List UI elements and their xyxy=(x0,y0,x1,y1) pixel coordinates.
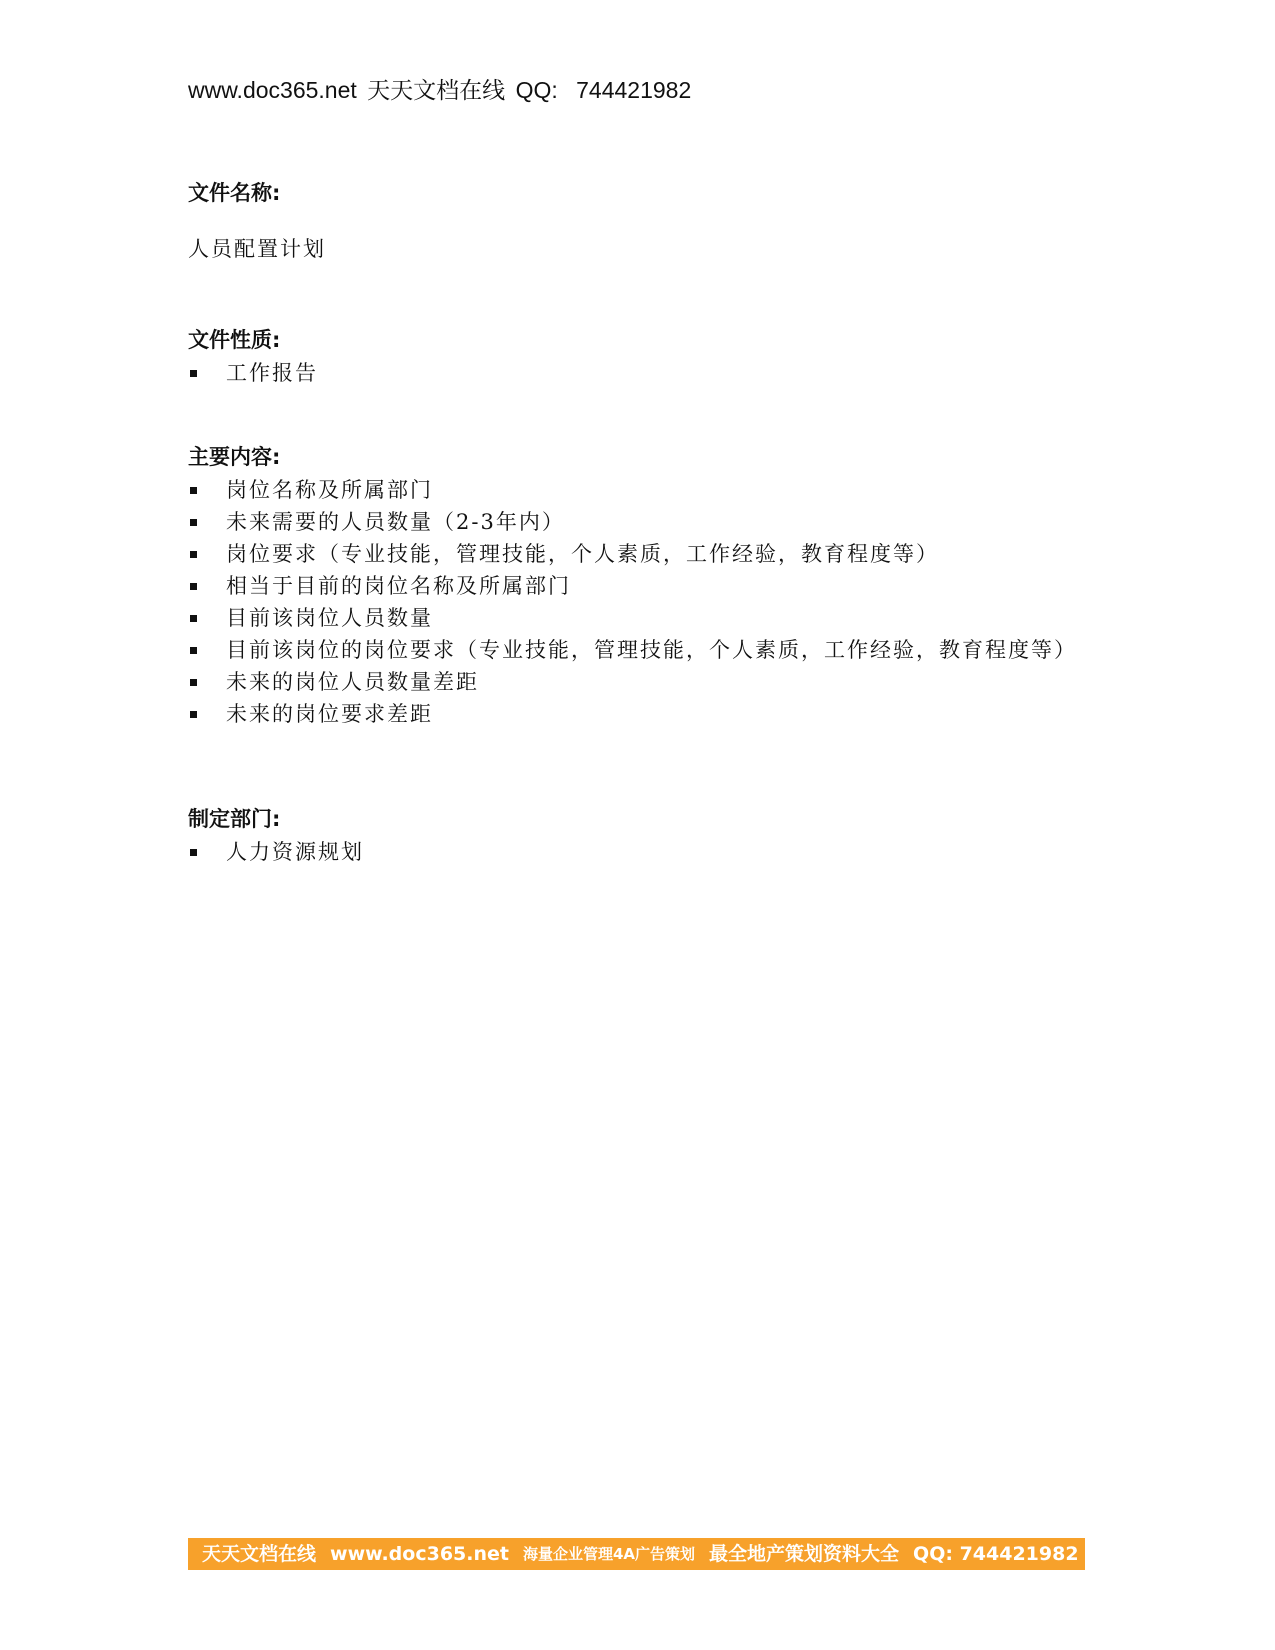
bullet-square-icon xyxy=(190,711,197,718)
section-title: 文件性质: xyxy=(188,328,281,352)
list-item xyxy=(188,357,1088,389)
bullet-square-icon xyxy=(190,679,197,686)
list-item xyxy=(188,836,1088,868)
bullet-square-icon xyxy=(190,615,197,622)
list-item xyxy=(188,538,1068,570)
list-item-text: 目前该岗位人员数量 xyxy=(226,606,433,630)
list-item xyxy=(188,666,1068,698)
section-file-nature xyxy=(188,325,1088,389)
list-item-text: 工作报告 xyxy=(226,361,318,385)
bullet-square-icon xyxy=(190,551,197,558)
list-item-text: 岗位要求（专业技能，管理技能，个人素质，工作经验，教育程度等） xyxy=(226,542,939,566)
list-item-text: 未来需要的人员数量（2-3年内） xyxy=(226,510,565,534)
file-nature-list xyxy=(188,357,1088,389)
list-item xyxy=(188,570,1068,602)
footer-banner xyxy=(188,1538,1085,1570)
list-item-text: 目前该岗位的岗位要求（专业技能，管理技能，个人素质，工作经验，教育程度等） xyxy=(226,638,1077,662)
page-header xyxy=(188,74,691,107)
file-name-value: 人员配置计划 xyxy=(188,237,326,261)
section-department xyxy=(188,804,1088,868)
header-qq-number: 744421982 xyxy=(576,77,692,103)
list-item-text: 岗位名称及所属部门 xyxy=(226,478,433,502)
bullet-square-icon xyxy=(190,849,197,856)
list-item xyxy=(188,602,1068,634)
section-title: 文件名称: xyxy=(188,181,281,205)
footer-url[interactable]: www.doc365.net xyxy=(330,1543,509,1565)
footer-brand: 天天文档在线 xyxy=(202,1543,317,1565)
section-file-name xyxy=(188,178,1088,264)
section-main-content xyxy=(188,442,1088,730)
list-item-text: 未来的岗位要求差距 xyxy=(226,702,433,726)
footer-qq: QQ: 744421982 xyxy=(913,1543,1079,1565)
list-item-text: 未来的岗位人员数量差距 xyxy=(226,670,479,694)
main-content-list xyxy=(188,474,1077,730)
header-url[interactable]: www.doc365.net xyxy=(188,77,357,103)
footer-slogan-1: 海量企业管理4A广告策划 xyxy=(522,1545,696,1563)
list-item xyxy=(188,474,1068,506)
bullet-square-icon xyxy=(190,487,197,494)
list-item xyxy=(188,506,1068,538)
section-title: 制定部门: xyxy=(188,807,281,831)
footer-slogan-2: 最全地产策划资料大全 xyxy=(709,1543,900,1565)
bullet-square-icon xyxy=(190,519,197,526)
header-qq-label: QQ: xyxy=(515,77,558,103)
section-title: 主要内容: xyxy=(188,445,281,469)
list-item-text: 相当于目前的岗位名称及所属部门 xyxy=(226,574,571,598)
department-list xyxy=(188,836,1088,868)
bullet-square-icon xyxy=(190,370,197,377)
list-item-text: 人力资源规划 xyxy=(226,840,364,864)
list-item xyxy=(188,698,1068,730)
header-site-name: 天天文档在线 xyxy=(367,78,506,104)
bullet-square-icon xyxy=(190,647,197,654)
bullet-square-icon xyxy=(190,583,197,590)
list-item xyxy=(188,634,1077,666)
